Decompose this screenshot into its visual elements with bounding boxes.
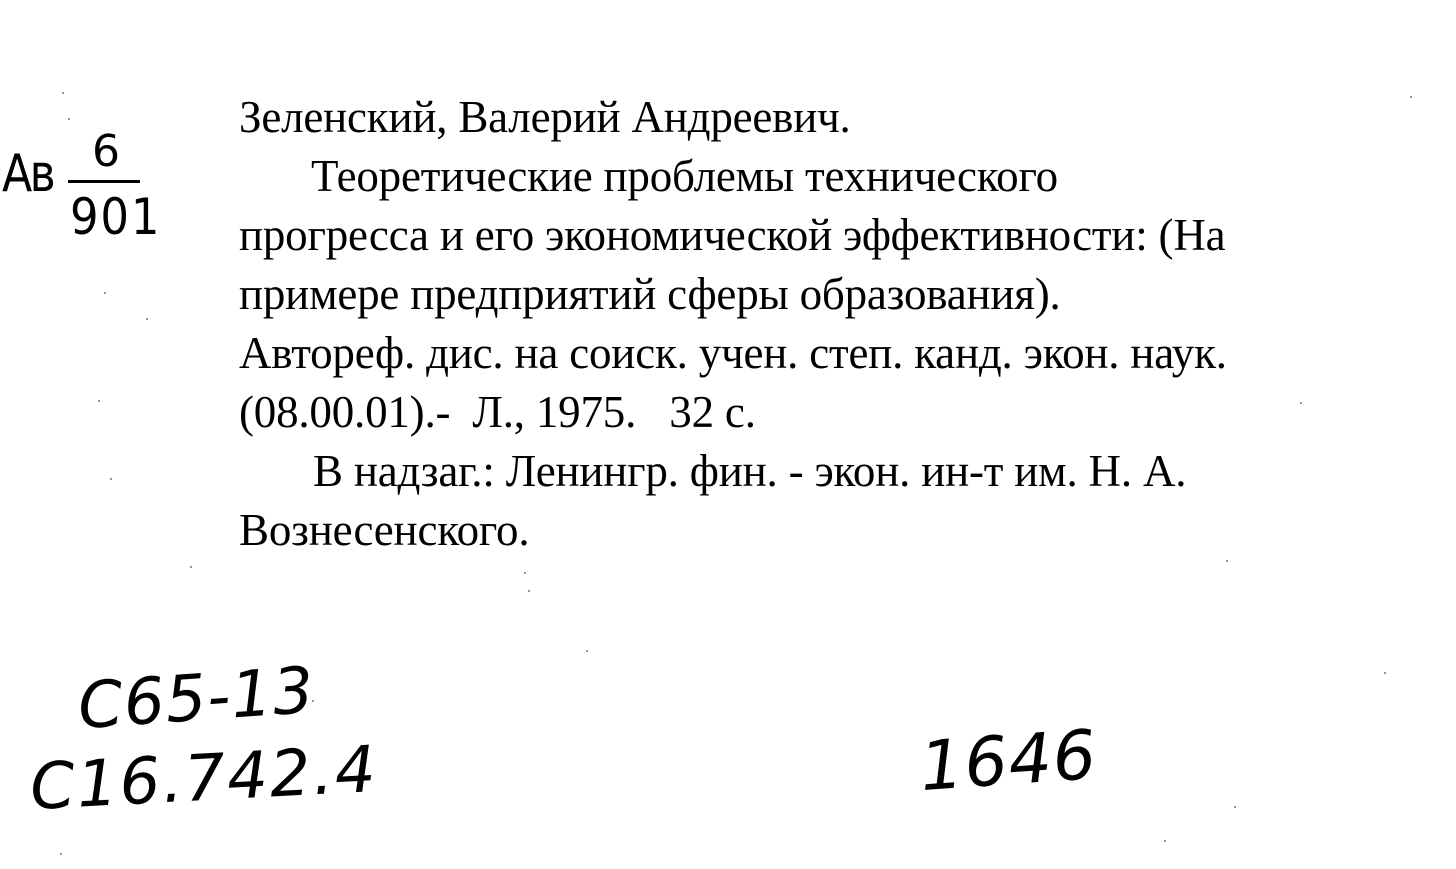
speck: [1410, 96, 1412, 98]
title-line-1: [239, 147, 1359, 206]
speck: [60, 853, 62, 855]
classification-code-2: С16.742.4: [28, 732, 380, 826]
classification-code-1: С65-13: [75, 653, 317, 745]
speck: [98, 400, 100, 402]
shelf-mark-prefix: Ав: [2, 144, 54, 204]
speck: [1384, 672, 1386, 674]
description-line-2: (08.00.01).- Л., 1975. 32 с.: [239, 387, 756, 437]
speck: [68, 118, 70, 120]
speck: [1164, 840, 1166, 842]
shelf-mark-denominator: 901: [70, 188, 162, 246]
speck: [146, 318, 148, 320]
speck: [586, 650, 588, 652]
shelf-mark: [2, 126, 172, 254]
speck: [1234, 806, 1236, 808]
speck: [524, 572, 526, 574]
author-heading: Зеленский, Валерий Андреевич.: [239, 92, 851, 142]
shelf-mark-numerator: 6: [92, 126, 120, 177]
inventory-number: 1646: [917, 715, 1100, 808]
note-line-2: Вознесенского.: [239, 505, 530, 555]
speck: [1226, 560, 1228, 562]
speck: [190, 566, 192, 568]
speck: [62, 92, 64, 94]
note-line-1-text: В надзаг.: Ленингр. фин. - экон. ин-т им. Н. А.: [313, 446, 1187, 496]
title-line-2: прогресса и его экономической эффективности: (На: [239, 210, 1226, 260]
bibliographic-entry: [239, 88, 1359, 560]
speck: [528, 590, 530, 592]
description-line-1: Автореф. дис. на соиск. учен. степ. канд. экон. наук.: [239, 328, 1227, 378]
speck: [104, 292, 106, 294]
title-line-3: примере предприятий сферы образования).: [239, 269, 1061, 319]
shelf-mark-fraction-bar: [68, 180, 140, 183]
title-line-1-text: Теоретические проблемы технического: [311, 151, 1058, 201]
note-line-1: [239, 442, 1359, 501]
speck: [110, 478, 112, 480]
